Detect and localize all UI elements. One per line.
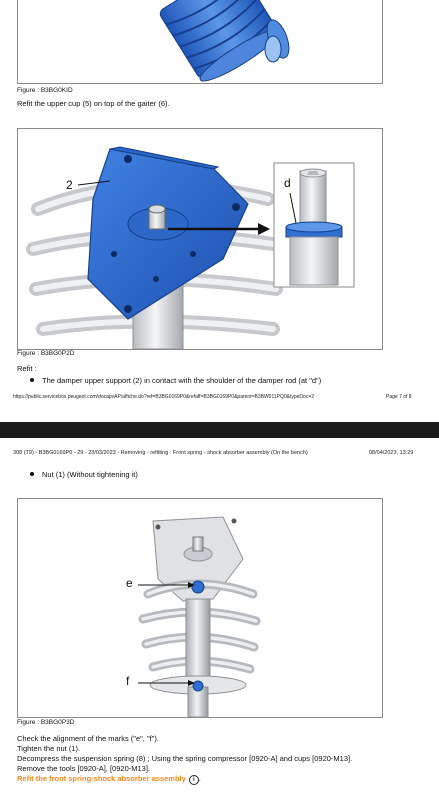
figure2-label-d: d [284,176,291,190]
figure3-label-e: e [126,576,133,590]
period: . [198,774,201,783]
figure-b3bg0kid [17,0,383,84]
page-header-date: 08/04/2023, 13:29 [369,450,414,456]
instruction-tighten-nut: Tighten the nut (1). [17,744,81,753]
instruction-remove-tools: Remove the tools [0920-A], [0920-M13]. [17,764,150,773]
footer-page-number: Page 7 of 8 [386,394,412,400]
refit-assembly-line [17,774,201,785]
refit-assembly-link[interactable]: Refit the front spring-shock absorber assembly [17,774,186,783]
manual-page-8 [0,438,439,800]
figure2-label-2: 2 [66,178,73,192]
figure-b3bg0p2d [17,128,383,350]
instruction-refit-upper-cup: Refit the upper cup (5) on top of the gaiter (6). [17,99,170,108]
instruction-check-alignment: Check the alignment of the marks ("e", "f"). [17,734,159,743]
bullet-text: Nut (1) (Without tightening it) [42,470,138,479]
figure3-caption: Figure : B3BG0P3D [17,719,75,726]
bullet-dot [30,472,34,476]
figure1-caption: Figure : B3BG0KID [17,87,73,94]
info-icon[interactable]: i [189,775,199,785]
footer-url[interactable]: https://public.servicebox.peugeot.com/docapvAP/affiche.do?ref=B3BG0169P0&refaff=B3BG0169P0&parent=B3BW011PQ0&typeDoc=2 [13,394,315,400]
figure-b3bg0p3d [17,498,383,718]
bullet-nut [30,470,138,479]
bullet-damper-upper-support [30,376,321,385]
spring-shock-assembly-illustration [18,499,382,717]
gaiter-illustration [18,0,382,83]
refit-label: Refit : [17,364,37,373]
figure3-label-f: f [126,674,130,688]
instruction-decompress-spring: Decompress the suspension spring (8) ; Using the spring compressor [0920-A] and cups [0920-M13]. [17,754,353,763]
damper-support-illustration [18,129,382,349]
bullet-text: The damper upper support (2) in contact with the shoulder of the damper rod (at "d") [42,376,322,385]
page-header-title: 308 (T9) - B3BG0169P0 - 29 - 23/03/2023 - Removing - refitting : Front spring - shock absorber assembly (On the bench) [13,450,308,456]
figure2-caption: Figure : B3BG0P2D [17,350,75,357]
bullet-dot [30,378,34,382]
page-separator [0,422,439,438]
